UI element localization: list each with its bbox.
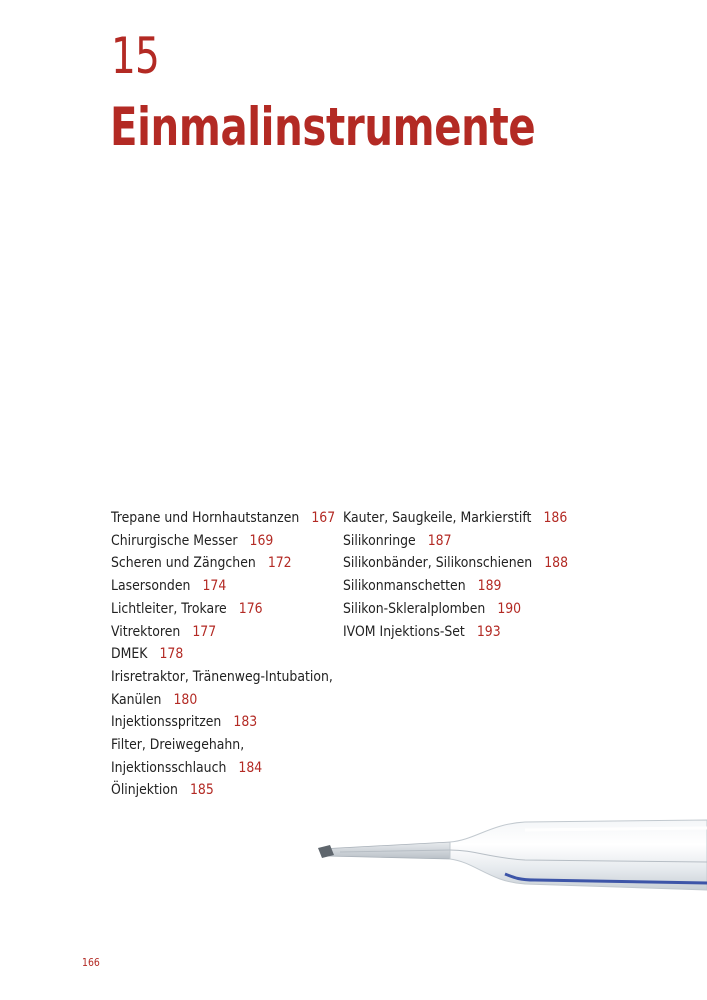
toc-entry-label xyxy=(111,598,309,621)
toc-entry-label xyxy=(111,711,309,734)
toc-entry-page: 187 xyxy=(427,532,452,549)
toc-entry-text: IVOM Injektions-Set xyxy=(343,623,465,640)
toc-entry-page: 185 xyxy=(189,782,214,799)
toc-entry-text: Kauter, Saugkeile, Markierstift xyxy=(343,510,532,526)
toc-entry-label xyxy=(111,689,309,712)
toc-entry-page: 178 xyxy=(159,646,184,663)
toc-entry-text: Trepane und Hornhautstanzen xyxy=(111,510,300,526)
toc-entry-text: Silikonbänder, Silikonschienen xyxy=(343,555,533,572)
toc-entry-text: Vitrektoren xyxy=(111,623,181,640)
toc-entry-page: 188 xyxy=(544,555,569,572)
toc-entry-label xyxy=(111,643,309,666)
toc-left-column xyxy=(111,507,341,802)
toc-entry[interactable] xyxy=(343,530,584,553)
toc-entry[interactable] xyxy=(343,552,584,575)
toc-entry-page: 183 xyxy=(233,714,258,731)
chapter-title: Einmalinstrumente xyxy=(110,97,536,158)
toc-entry-label xyxy=(343,575,584,598)
toc-entry-page: 189 xyxy=(477,578,502,595)
toc-entry-page: 174 xyxy=(202,578,227,595)
toc-entry[interactable] xyxy=(343,598,584,621)
toc-entry-text: Silikonringe xyxy=(343,532,416,549)
toc-entry-text: Silikonmanschetten xyxy=(343,578,466,595)
page-number: 166 xyxy=(82,956,100,969)
toc-entry-page: 172 xyxy=(267,555,292,572)
toc-right-column xyxy=(343,507,623,643)
toc-entry-label xyxy=(111,621,309,644)
toc-entry[interactable] xyxy=(111,734,309,779)
toc-entry-label xyxy=(111,575,309,598)
toc-entry-page: 193 xyxy=(476,623,501,640)
toc-entry-label xyxy=(343,507,584,530)
toc-entry[interactable] xyxy=(111,507,336,530)
toc-entry[interactable] xyxy=(111,643,309,666)
toc-entry[interactable] xyxy=(111,575,309,598)
toc-entry-label xyxy=(343,552,584,575)
toc-entry-label xyxy=(343,530,584,553)
toc-entry[interactable] xyxy=(111,598,309,621)
toc-entry[interactable] xyxy=(111,530,309,553)
toc-entry[interactable] xyxy=(111,711,309,734)
toc-entry-page: 180 xyxy=(173,691,198,708)
toc-entry[interactable] xyxy=(111,621,309,644)
toc-entry-page: 167 xyxy=(311,510,336,526)
toc-entry-page: 190 xyxy=(497,600,522,617)
toc-entry-label xyxy=(343,598,584,621)
toc-entry-page: 176 xyxy=(238,600,263,617)
toc-entry-page: 169 xyxy=(249,532,274,549)
toc-entry[interactable] xyxy=(343,621,584,644)
toc-entry-page: 177 xyxy=(192,623,217,640)
toc-entry-label xyxy=(111,757,309,780)
toc-entry-text: Injektionsspritzen xyxy=(111,714,222,731)
toc-entry-text: DMEK xyxy=(111,646,148,663)
toc-entry-text: Kanülen xyxy=(111,691,162,708)
chapter-number: 15 xyxy=(111,27,160,85)
toc-entry-label xyxy=(111,507,336,530)
toc-entry-text: Lichtleiter, Trokare xyxy=(111,600,227,617)
toc-entry-text: Scheren und Zängchen xyxy=(111,555,256,572)
toc-entry[interactable] xyxy=(111,552,309,575)
toc-entry-text: Chirurgische Messer xyxy=(111,532,238,549)
toc-entry-page: 186 xyxy=(543,510,568,526)
cannula-illustration xyxy=(300,812,707,902)
toc-entry-label xyxy=(111,779,309,802)
toc-entry-text: Ölinjektion xyxy=(111,782,178,799)
toc-entry-label xyxy=(111,530,309,553)
toc-entry[interactable] xyxy=(111,779,309,802)
toc-entry-text: Lasersonden xyxy=(111,578,191,595)
toc-entry-label: Filter, Dreiwegehahn, xyxy=(111,737,245,754)
toc-entry[interactable] xyxy=(343,507,584,530)
toc-entry-label: Irisretraktor, Tränenweg-Intubation, xyxy=(111,668,333,685)
toc-entry-label xyxy=(111,552,309,575)
toc-entry-text: Silikon-Skleralplomben xyxy=(343,600,486,617)
toc-entry[interactable] xyxy=(111,666,333,711)
toc-entry-text: Injektionsschlauch xyxy=(111,759,227,776)
toc-entry-label xyxy=(343,621,584,644)
toc-entry[interactable] xyxy=(343,575,584,598)
toc-entry-page: 184 xyxy=(238,759,263,776)
